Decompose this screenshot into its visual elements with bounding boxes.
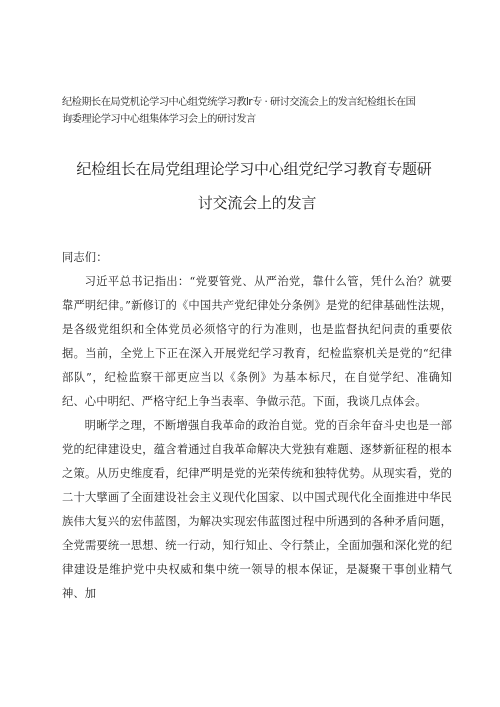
body-paragraph-1: 习近平总书记指出：“党要管党、从严治党，靠什么管，凭什么治？就要靠严明纪律。”新修订的《中国共产党纪律处分条例》是党的纪律基础性法规，是各级党组织和全体党员必须恪守的行为准则，也是监督执纪问责的重要依据。当前，全党上下正在深入开展党纪学习教育，纪检监察机关是党的“纪律部队”，纪检监察干部更应当以《条例》为基本标尺，在自觉学纪、准确知纪、心中明纪、严格守纪上争当表率、争做示范。下面，我谈几点体会。 <box>62 275 452 408</box>
document-body <box>62 246 452 606</box>
document-header-line-2: 询委理论学习中心组集体学习会上的研讨发言 <box>62 114 256 125</box>
document-title-line-2: 讨交流会上的发言 <box>197 194 317 212</box>
salutation: 同志们： <box>62 251 108 264</box>
document-title-line-1: 纪检组长在局党组理论学习中心组党纪学习教育专题研 <box>76 160 432 178</box>
body-paragraph-2: 明晰学之理，不断增强自我革命的政治自觉。党的百余年奋斗史也是一部党的纪律建设史，蕴含着通过自我革命解决大党独有难题、逐梦新征程的根本之策。从历史维度看，纪律严明是党的光荣传统和独特优势。从现实看，党的二十大擘画了全面建设社会主义现代化国家、以中国式现代化全面推进中华民族伟大复兴的宏伟蓝图，为解决实现宏伟蓝图过程中所遇到的各种矛盾问题，全党需要统一思想、统一行动，知行知止、令行禁止，全面加强和深化党的纪律建设是维护党中央权威和集中统一领导的根本保证，是凝聚干事创业精气神、加 <box>62 419 452 600</box>
document-header-line-1: 纪检期长在局党机论学习中心组党统学习教lr专 · 研讨交流会上的发言纪检组长在国 <box>62 97 416 108</box>
